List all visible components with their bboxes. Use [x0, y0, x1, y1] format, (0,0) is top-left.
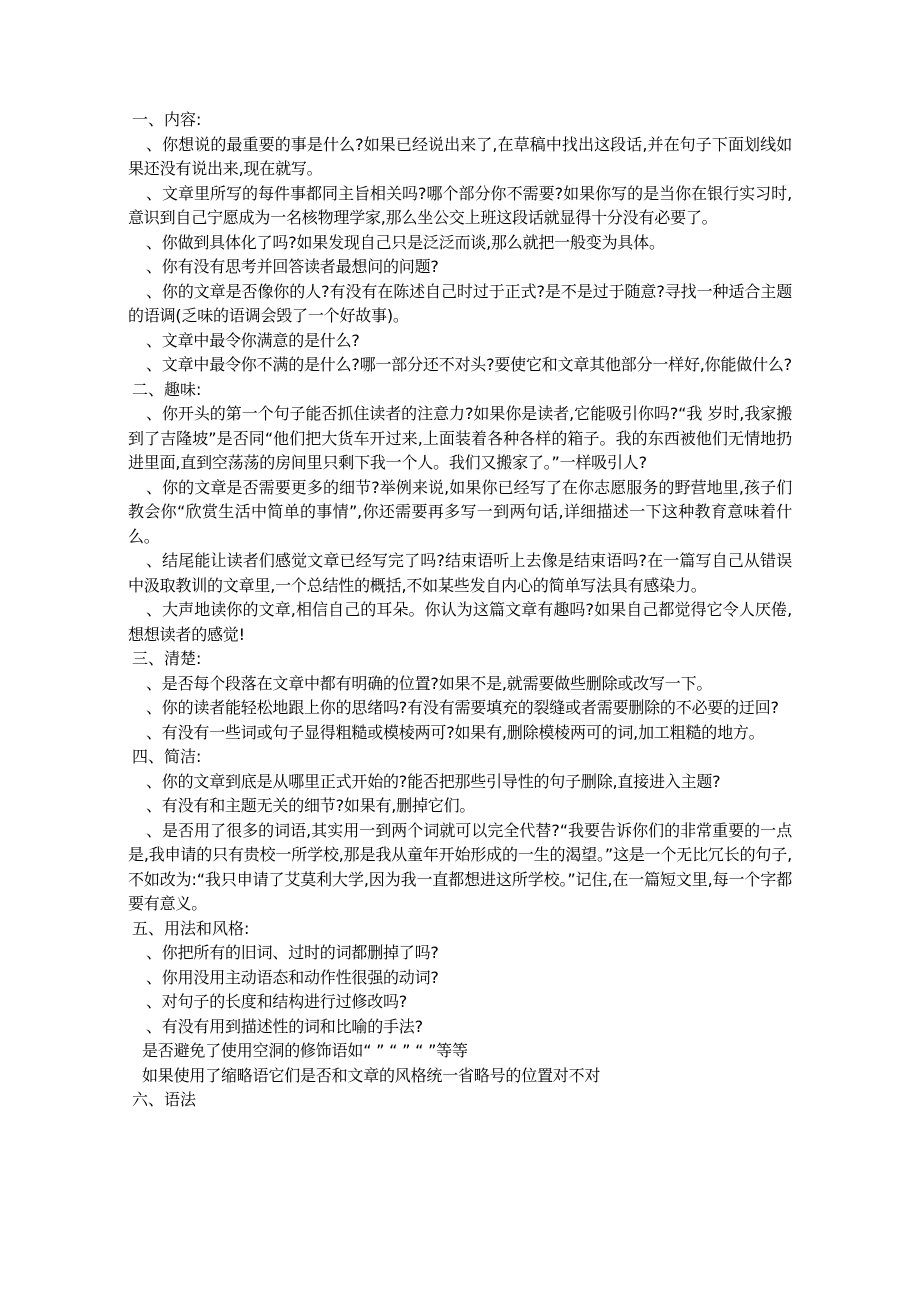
list-item: 、有没有一些词或句子显得粗糙或模棱两可?如果有,删除模棱两可的词,加工粗糙的地方。: [146, 722, 765, 742]
list-item: 、文章中最令你满意的是什么?: [146, 330, 360, 350]
section-heading-usage-style: 五、用法和风格:: [132, 918, 250, 938]
section-heading-content: 一、内容:: [132, 110, 202, 129]
list-item: 、是否用了很多的词语,其实用一到两个词就可以完全代替?“我要告诉你们的非常重要的一点是,我申请的只有贵校一所学校,那是我从童年开始形成的一生的渴望。”这是一个无比冗长的句子,不如改为:“我只申请了艾莫利大学,因为我一直都想进这所学校。”记住,在一篇短文里,每一个字都要有意义。: [128, 820, 792, 913]
list-item: 是否避免了使用空洞的修饰语如“ ” “ ” “ ”等等: [142, 1041, 468, 1060]
section-heading-clarity: 三、清楚:: [132, 649, 202, 668]
document-body: [128, 108, 792, 1113]
list-item: 、你的文章到底是从哪里正式开始的?能否把那些引导性的句子删除,直接进入主题?: [146, 771, 721, 791]
list-item: 、对句子的长度和结构进行过修改吗?: [146, 992, 408, 1011]
list-item: 、你的读者能轻松地跟上你的思绪吗?有没有需要填充的裂缝或者需要删除的不必要的迂回?: [146, 698, 779, 717]
section-heading-interest: 二、趣味:: [132, 379, 202, 399]
list-item: 、你想说的最重要的事是什么?如果已经说出来了,在草稿中找出这段话,并在句子下面划线如果还没有说出来,现在就写。: [128, 134, 792, 178]
list-item: 、是否每个段落在文章中都有明确的位置?如果不是,就需要做些删除或改写一下。: [146, 673, 713, 693]
list-item: 、你做到具体化了吗?如果发现自己只是泛泛而谈,那么就把一般变为具体。: [146, 232, 665, 252]
list-item: 、文章里所写的每件事都同主旨相关吗?哪个部分你不需要?如果你写的是当你在银行实习时,意识到自己宁愿成为一名核物理学家,那么坐公交上班这段话就显得十分没有必要了。: [128, 183, 792, 227]
section-heading-grammar: 六、语法: [132, 1090, 197, 1109]
list-item: 如果使用了缩略语它们是否和文章的风格统一省略号的位置对不对: [142, 1065, 601, 1085]
list-item: 、你把所有的旧词、过时的词都删掉了吗?: [146, 943, 439, 962]
list-item: 、你用没用主动语态和动作性很强的动词?: [146, 967, 439, 987]
section-heading-concise: 四、简洁:: [132, 747, 202, 766]
list-item: 、大声地读你的文章,相信自己的耳朵。你认为这篇文章有趣吗?如果自己都觉得它令人厌倦,想想读者的感觉!: [128, 600, 792, 644]
list-item: 、你的文章是否需要更多的细节?举例来说,如果你已经写了在你志愿服务的野营地里,孩子们教会你“欣赏生活中简单的事情”,你还需要再多写一到两句话,详细描述一下这种教育意味着什么。: [128, 477, 792, 546]
list-item: 、有没有和主题无关的细节?如果有,删掉它们。: [146, 796, 476, 815]
list-item: 、你开头的第一个句子能否抓住读者的注意力?如果你是读者,它能吸引你吗?“我 岁时,我家搬到了吉隆坡”是否同“他们把大货车开过来,上面装着各种各样的箱子。我的东西被他们无情地扔进里面,直到空荡荡的房间里只剩下我一个人。我们又搬家了。”一样吸引人?: [128, 404, 792, 472]
list-item: 、你有没有思考并回答读者最想问的问题?: [146, 257, 439, 276]
list-item: 、你的文章是否像你的人?有没有在陈述自己时过于正式?是不是过于随意?寻找一种适合主题的语调(乏味的语调会毁了一个好故事)。: [128, 281, 792, 325]
list-item: 、文章中最令你不满的是什么?哪一部分还不对头?要使它和文章其他部分一样好,你能做什么?: [146, 355, 792, 374]
list-item: 、结尾能让读者们感觉文章已经写完了吗?结束语听上去像是结束语吗?在一篇写自己从错误中汲取教训的文章里,一个总结性的概括,不如某些发自内心的简单写法具有感染力。: [128, 551, 792, 595]
list-item: 、有没有用到描述性的词和比喻的手法?: [146, 1016, 423, 1036]
